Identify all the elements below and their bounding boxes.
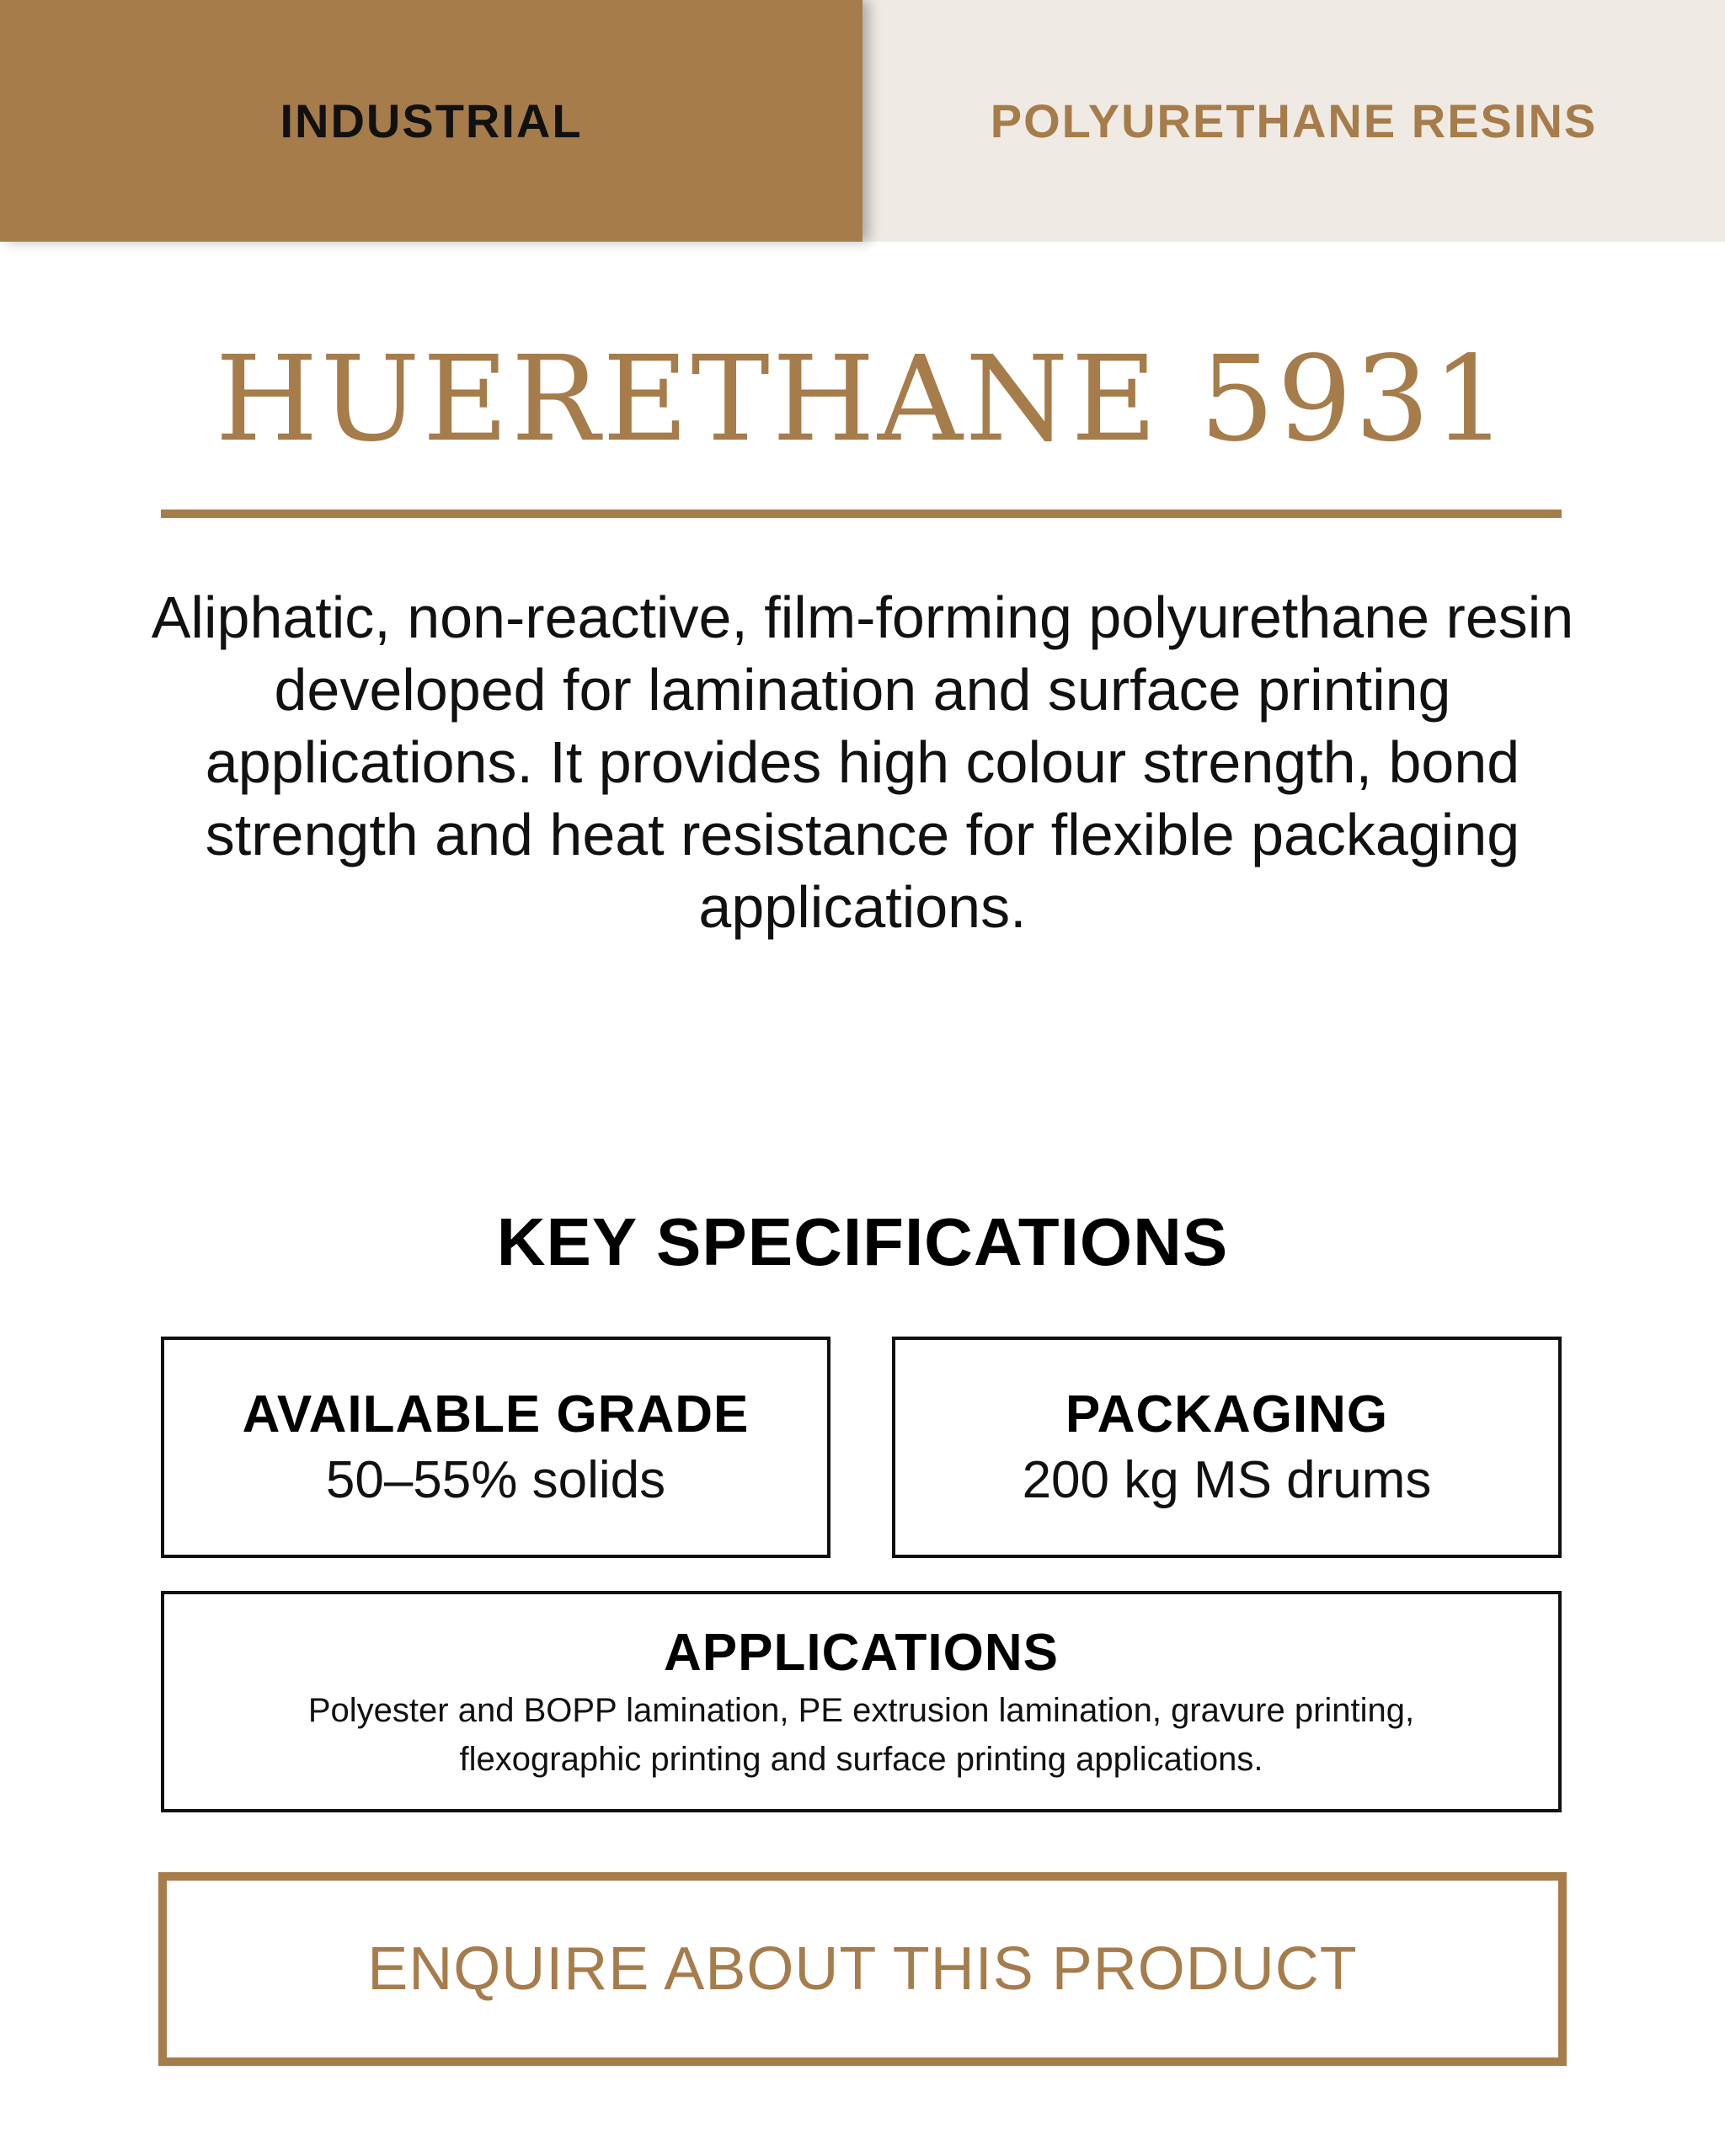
available-grade-value: 50–55% solids (325, 1450, 666, 1509)
available-grade-label: AVAILABLE GRADE (242, 1385, 750, 1444)
product-description: Aliphatic, non-reactive, film-forming polyurethane resin developed for lamination and surface printing applications. It provides high colour strength, bond strength and heat resistance for flexible packaging applications. (151, 584, 1574, 940)
category-tabs (0, 0, 1725, 242)
packaging-value: 200 kg MS drums (1022, 1450, 1432, 1509)
tab-polyurethane-resins[interactable]: POLYURETHANE RESINS (862, 0, 1725, 242)
applications-card (161, 1591, 1562, 1812)
applications-label: APPLICATIONS (664, 1623, 1059, 1682)
key-specifications-heading: KEY SPECIFICATIONS (496, 1204, 1229, 1279)
available-grade-card (161, 1337, 830, 1558)
tab-industrial[interactable]: INDUSTRIAL (0, 0, 862, 242)
applications-value: Polyester and BOPP lamination, PE extrusion lamination, gravure printing, flexographic printing and surface printing applications. (307, 1691, 1415, 1778)
packaging-card (892, 1337, 1562, 1558)
title-divider (161, 510, 1562, 518)
enquire-button[interactable]: ENQUIRE ABOUT THIS PRODUCT (158, 1872, 1567, 2066)
product-title: HUERETHANE 5931 (215, 331, 1510, 468)
packaging-label: PACKAGING (1065, 1385, 1389, 1444)
